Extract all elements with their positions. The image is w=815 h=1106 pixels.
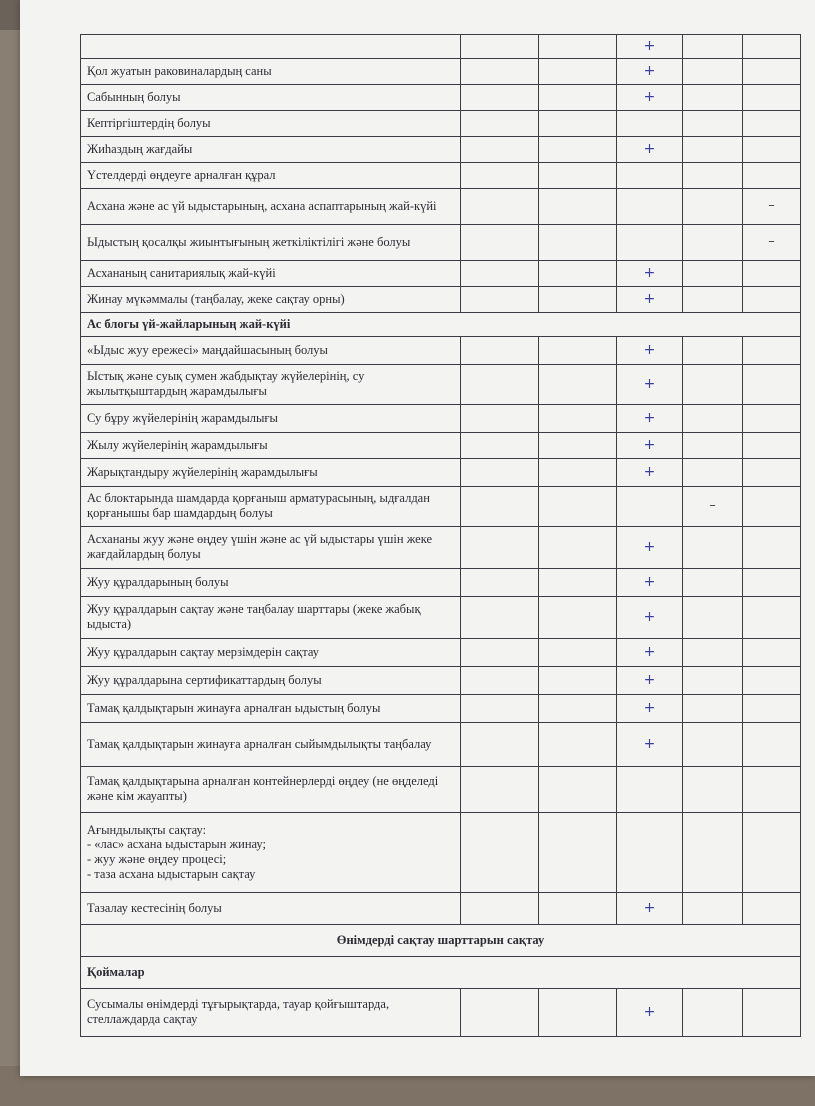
mark-cell: + xyxy=(617,58,683,84)
mark-cell: + xyxy=(617,286,683,312)
table-row xyxy=(81,568,801,596)
mark-cell xyxy=(539,666,617,694)
mark-cell xyxy=(539,35,617,59)
section-title: Ас блогы үй-жайларының жай-күйі xyxy=(81,312,801,336)
mark-cell xyxy=(539,812,617,892)
mark-cell xyxy=(461,35,539,59)
mark-cell: + xyxy=(617,568,683,596)
mark-cell xyxy=(539,766,617,812)
mark-cell xyxy=(743,58,801,84)
mark-cell xyxy=(743,486,801,526)
criterion-cell: Тамақ қалдықтарына арналған контейнерлерді өңдеу (не өңделеді және кім жауапты) xyxy=(81,766,461,812)
mark-cell xyxy=(683,188,743,224)
mark-cell: + xyxy=(617,404,683,432)
criterion-cell: Ас блоктарында шамдарда қорғаныш арматурасының, ыдғалдан қорғанышы бар шамдардың болуы xyxy=(81,486,461,526)
mark-cell xyxy=(461,892,539,924)
checklist-table xyxy=(80,34,801,1037)
table-row xyxy=(81,766,801,812)
mark-cell xyxy=(743,162,801,188)
mark-cell xyxy=(461,58,539,84)
mark-cell xyxy=(743,336,801,364)
mark-cell xyxy=(539,136,617,162)
mark-cell xyxy=(743,35,801,59)
criterion-line: - таза асхана ыдыстарын сақтау xyxy=(87,866,256,881)
mark-cell: + xyxy=(617,84,683,110)
mark-cell xyxy=(461,336,539,364)
section-header-row xyxy=(81,312,801,336)
table-row xyxy=(81,224,801,260)
mark-cell xyxy=(461,666,539,694)
table-row xyxy=(81,404,801,432)
criterion-line: - «лас» асхана ыдыстарын жинау; xyxy=(87,837,266,852)
mark-cell xyxy=(461,596,539,638)
mark-cell xyxy=(683,666,743,694)
mark-cell: + xyxy=(617,336,683,364)
mark-cell xyxy=(617,812,683,892)
mark-cell xyxy=(743,722,801,766)
mark-cell: – xyxy=(683,486,743,526)
mark-cell xyxy=(539,568,617,596)
table-row xyxy=(81,35,801,59)
mark-cell: + xyxy=(617,432,683,458)
table-row xyxy=(81,260,801,286)
criterion-cell: Асхана және ас үй ыдыстарының, асхана аспаптарының жай-күйі xyxy=(81,188,461,224)
mark-cell xyxy=(539,892,617,924)
mark-cell xyxy=(617,224,683,260)
criterion-line: - жуу және өңдеу процесі; xyxy=(87,852,227,867)
criterion-cell: Сусымалы өнімдерді тұғырықтарда, тауар қойғыштарда, стеллаждарда сақтау xyxy=(81,988,461,1036)
criterion-cell: Кептіргіштердің болуы xyxy=(81,110,461,136)
criterion-cell: Жылу жүйелерінің жарамдылығы xyxy=(81,432,461,458)
mark-cell xyxy=(617,486,683,526)
criterion-cell xyxy=(81,812,461,892)
mark-cell xyxy=(617,766,683,812)
table-row xyxy=(81,286,801,312)
mark-cell xyxy=(683,458,743,486)
mark-cell xyxy=(743,638,801,666)
mark-cell xyxy=(461,404,539,432)
criterion-cell: Тамақ қалдықтарын жинауға арналған ыдыстың болуы xyxy=(81,694,461,722)
mark-cell xyxy=(743,666,801,694)
mark-cell xyxy=(539,694,617,722)
table-row xyxy=(81,136,801,162)
mark-cell: + xyxy=(617,988,683,1036)
criterion-cell: Асхананы жуу және өңдеу үшін және ас үй ыдыстары үшін жеке жағдайлардың болуы xyxy=(81,526,461,568)
table-row xyxy=(81,596,801,638)
table-row xyxy=(81,812,801,892)
mark-cell xyxy=(683,694,743,722)
mark-cell xyxy=(539,486,617,526)
mark-cell xyxy=(461,638,539,666)
criterion-cell: Жинау мүкәммалы (таңбалау, жеке сақтау орны) xyxy=(81,286,461,312)
mark-cell xyxy=(683,286,743,312)
criterion-cell: «Ыдыс жуу ережесі» маңдайшасының болуы xyxy=(81,336,461,364)
table-row xyxy=(81,84,801,110)
mark-cell xyxy=(683,432,743,458)
mark-cell xyxy=(539,84,617,110)
mark-cell xyxy=(743,812,801,892)
criterion-cell: Жуу құралдарын сақтау және таңбалау шарттары (жеке жабық ыдыста) xyxy=(81,596,461,638)
mark-cell: + xyxy=(617,694,683,722)
mark-cell xyxy=(461,188,539,224)
table-row xyxy=(81,666,801,694)
criterion-cell: Үстелдерді өңдеуге арналған құрал xyxy=(81,162,461,188)
mark-cell xyxy=(683,136,743,162)
mark-cell xyxy=(683,162,743,188)
mark-cell xyxy=(683,988,743,1036)
table-row xyxy=(81,162,801,188)
mark-cell xyxy=(743,694,801,722)
mark-cell xyxy=(461,162,539,188)
mark-cell xyxy=(743,136,801,162)
mark-cell: + xyxy=(617,526,683,568)
mark-cell xyxy=(461,364,539,404)
mark-cell xyxy=(683,766,743,812)
mark-cell: + xyxy=(617,260,683,286)
criterion-cell: Қол жуатын раковиналардың саны xyxy=(81,58,461,84)
mark-cell xyxy=(461,432,539,458)
mark-cell xyxy=(461,260,539,286)
mark-cell: + xyxy=(617,458,683,486)
mark-cell xyxy=(617,188,683,224)
criterion-cell: Су бұру жүйелерінің жарамдылығы xyxy=(81,404,461,432)
mark-cell xyxy=(743,596,801,638)
table-row xyxy=(81,336,801,364)
mark-cell xyxy=(743,432,801,458)
criterion-cell: Жуу құралдарын сақтау мерзімдерін сақтау xyxy=(81,638,461,666)
mark-cell xyxy=(539,260,617,286)
mark-cell xyxy=(683,84,743,110)
mark-cell xyxy=(743,568,801,596)
mark-cell xyxy=(683,596,743,638)
section-header-row xyxy=(81,924,801,956)
mark-cell xyxy=(539,526,617,568)
mark-cell xyxy=(539,188,617,224)
mark-cell: – xyxy=(743,224,801,260)
mark-cell xyxy=(539,336,617,364)
criterion-cell: Сабынның болуы xyxy=(81,84,461,110)
mark-cell xyxy=(539,110,617,136)
mark-cell: + xyxy=(617,364,683,404)
mark-cell xyxy=(461,722,539,766)
mark-cell xyxy=(743,110,801,136)
mark-cell xyxy=(683,722,743,766)
table-row xyxy=(81,694,801,722)
criterion-cell xyxy=(81,35,461,59)
mark-cell xyxy=(743,988,801,1036)
mark-cell xyxy=(743,404,801,432)
mark-cell xyxy=(461,110,539,136)
mark-cell xyxy=(683,404,743,432)
table-row xyxy=(81,988,801,1036)
table-row xyxy=(81,432,801,458)
mark-cell: + xyxy=(617,722,683,766)
mark-cell xyxy=(539,364,617,404)
criterion-cell: Тазалау кестесінің болуы xyxy=(81,892,461,924)
mark-cell xyxy=(539,458,617,486)
mark-cell xyxy=(539,404,617,432)
mark-cell xyxy=(743,892,801,924)
mark-cell xyxy=(539,432,617,458)
mark-cell: – xyxy=(743,188,801,224)
mark-cell xyxy=(743,84,801,110)
section-title: Өнімдерді сақтау шарттарын сақтау xyxy=(81,924,801,956)
mark-cell: + xyxy=(617,666,683,694)
mark-cell xyxy=(683,364,743,404)
mark-cell xyxy=(461,988,539,1036)
mark-cell xyxy=(461,766,539,812)
criterion-cell: Тамақ қалдықтарын жинауға арналған сыйымдылықты таңбалау xyxy=(81,722,461,766)
table-row xyxy=(81,58,801,84)
mark-cell: + xyxy=(617,136,683,162)
table-row xyxy=(81,638,801,666)
mark-cell xyxy=(743,458,801,486)
table-row xyxy=(81,892,801,924)
criterion-cell: Ыдыстың қосалқы жиынтығының жеткіліктілігі және болуы xyxy=(81,224,461,260)
mark-cell xyxy=(461,486,539,526)
mark-cell xyxy=(461,286,539,312)
mark-cell xyxy=(461,568,539,596)
mark-cell xyxy=(683,892,743,924)
mark-cell: + xyxy=(617,892,683,924)
criterion-cell: Жуу құралдарына сертификаттардың болуы xyxy=(81,666,461,694)
section-title: Қоймалар xyxy=(81,956,801,988)
mark-cell xyxy=(539,988,617,1036)
mark-cell xyxy=(461,526,539,568)
mark-cell xyxy=(683,58,743,84)
table-row xyxy=(81,486,801,526)
mark-cell xyxy=(743,364,801,404)
table-row xyxy=(81,526,801,568)
mark-cell: + xyxy=(617,638,683,666)
mark-cell xyxy=(539,638,617,666)
table-row xyxy=(81,364,801,404)
mark-cell xyxy=(683,260,743,286)
mark-cell xyxy=(683,812,743,892)
mark-cell xyxy=(461,136,539,162)
mark-cell xyxy=(539,58,617,84)
criterion-cell: Асхананың санитариялық жай-күйі xyxy=(81,260,461,286)
criterion-line: Ағындылықты сақтау: xyxy=(87,822,207,837)
table-row xyxy=(81,110,801,136)
mark-cell xyxy=(539,162,617,188)
mark-cell xyxy=(539,224,617,260)
mark-cell xyxy=(683,526,743,568)
mark-cell xyxy=(539,286,617,312)
mark-cell xyxy=(539,722,617,766)
mark-cell xyxy=(743,526,801,568)
mark-cell xyxy=(683,110,743,136)
table-row xyxy=(81,188,801,224)
mark-cell xyxy=(461,694,539,722)
criterion-cell: Жарықтандыру жүйелерінің жарамдылығы xyxy=(81,458,461,486)
criterion-cell: Жуу құралдарының болуы xyxy=(81,568,461,596)
mark-cell xyxy=(683,638,743,666)
mark-cell xyxy=(617,162,683,188)
mark-cell: + xyxy=(617,35,683,59)
mark-cell xyxy=(461,224,539,260)
mark-cell xyxy=(683,568,743,596)
mark-cell xyxy=(461,84,539,110)
mark-cell xyxy=(743,260,801,286)
mark-cell xyxy=(461,812,539,892)
criterion-cell: Ыстық және суық сумен жабдықтау жүйелерінің, су жылытқыштардың жарамдылығы xyxy=(81,364,461,404)
mark-cell xyxy=(683,35,743,59)
table-row xyxy=(81,458,801,486)
table-row xyxy=(81,722,801,766)
section-header-row xyxy=(81,956,801,988)
mark-cell xyxy=(683,336,743,364)
criterion-cell: Жиһаздың жағдайы xyxy=(81,136,461,162)
mark-cell xyxy=(743,286,801,312)
mark-cell xyxy=(617,110,683,136)
mark-cell xyxy=(461,458,539,486)
mark-cell: + xyxy=(617,596,683,638)
mark-cell xyxy=(683,224,743,260)
mark-cell xyxy=(743,766,801,812)
mark-cell xyxy=(539,596,617,638)
